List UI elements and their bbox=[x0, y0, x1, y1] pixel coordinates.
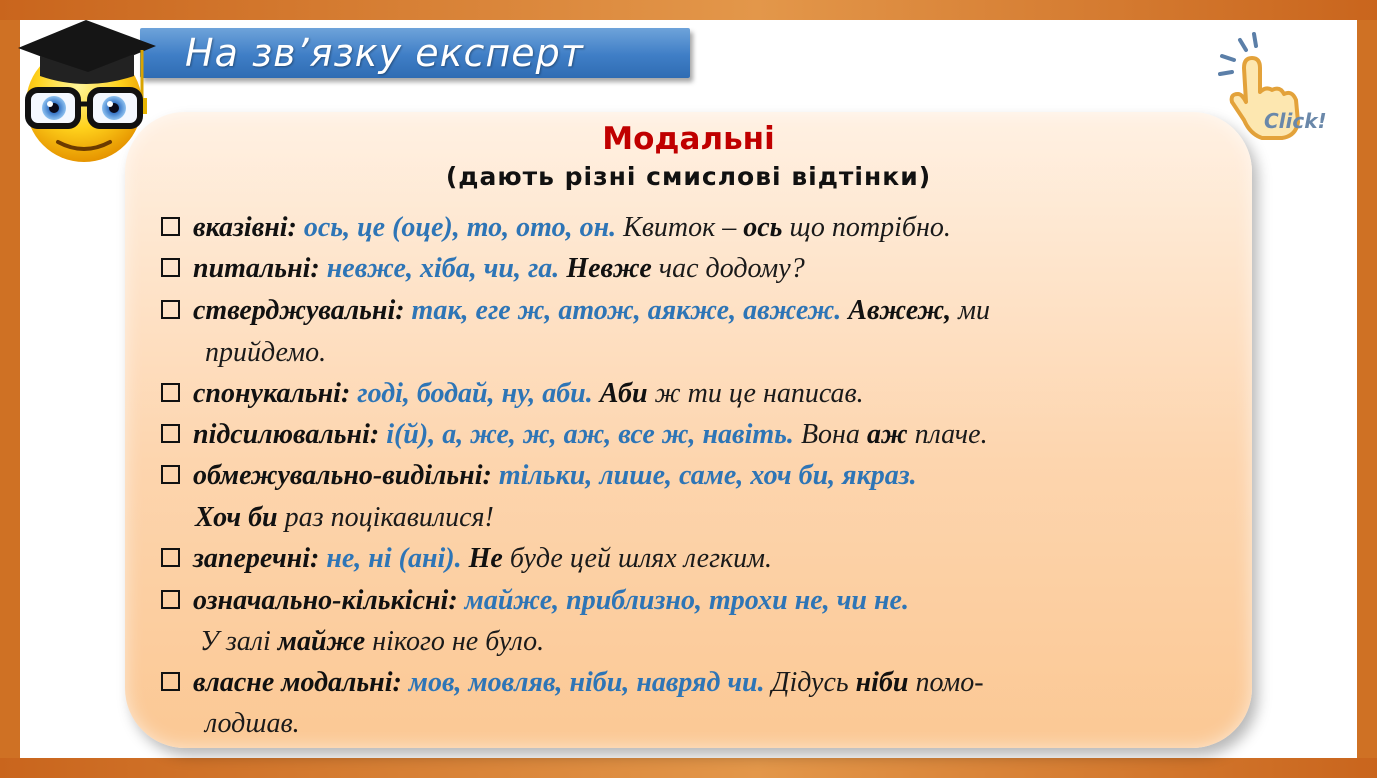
checkbox-bullet-icon bbox=[161, 465, 180, 484]
item-sentence: нікого не було. bbox=[365, 626, 545, 657]
item-continuation bbox=[200, 621, 1250, 663]
list-item-stverdzhuvalni bbox=[161, 290, 1221, 332]
item-term: власне модальні: bbox=[193, 667, 402, 698]
item-sentence: що потрібно. bbox=[782, 212, 951, 243]
item-term: обмежувально-видільні: bbox=[193, 460, 492, 491]
item-term: стверджувальні: bbox=[193, 295, 405, 326]
checkbox-bullet-icon bbox=[161, 383, 180, 402]
item-sentence: плаче. bbox=[907, 419, 988, 450]
item-term: підсилювальні: bbox=[193, 419, 380, 450]
checkbox-bullet-icon bbox=[161, 672, 180, 691]
banner-title: На зв’язку експерт bbox=[185, 31, 584, 75]
list-item-vlasne-modalni bbox=[161, 662, 1221, 704]
checkbox-bullet-icon bbox=[161, 548, 180, 567]
item-continuation bbox=[195, 497, 1245, 539]
item-continuation: лодшав. bbox=[205, 708, 300, 739]
item-examples: ось, це (оце), то, ото, он. bbox=[303, 212, 617, 243]
item-sentence: буде цей шлях легким. bbox=[502, 543, 772, 574]
list-item-oznachalni bbox=[161, 580, 1221, 622]
slide-frame-bottom bbox=[0, 758, 1377, 778]
checkbox-bullet-icon bbox=[161, 300, 180, 319]
item-sentence-emphasis: Невже bbox=[566, 253, 652, 284]
item-sentence: раз поцікавилися! bbox=[277, 502, 494, 533]
item-term: заперечні: bbox=[193, 543, 320, 574]
item-sentence-emphasis: аж bbox=[866, 419, 908, 450]
item-term: питальні: bbox=[193, 253, 320, 284]
click-label: Click! bbox=[1264, 109, 1327, 133]
item-sentence-emphasis: Аби bbox=[599, 378, 648, 409]
checkbox-bullet-icon bbox=[161, 258, 180, 277]
item-sentence-emphasis: ніби bbox=[855, 667, 909, 698]
item-examples: майже, приблизно, трохи не, чи не. bbox=[464, 585, 909, 616]
item-examples: невже, хіба, чи, га. bbox=[326, 253, 560, 284]
card-subtitle: (дають різні смислові відтінки) bbox=[445, 162, 932, 191]
list-item-pidsyliuvalni bbox=[161, 414, 1221, 456]
item-sentence: Дідусь bbox=[771, 667, 856, 698]
slide-frame-top bbox=[0, 0, 1377, 20]
item-sentence: Квиток – bbox=[623, 212, 744, 243]
item-examples: мов, мовляв, ніби, навряд чи. bbox=[408, 667, 765, 698]
item-examples: тільки, лише, саме, хоч би, якраз. bbox=[498, 460, 917, 491]
card-title: Модальні bbox=[602, 121, 775, 157]
list-item-vkazivni bbox=[161, 207, 1221, 249]
item-examples: годі, бодай, ну, аби. bbox=[357, 378, 593, 409]
item-sentence: У залі bbox=[200, 626, 278, 657]
item-sentence: ж ти це написав. bbox=[647, 378, 864, 409]
item-sentence: Вона bbox=[800, 419, 867, 450]
list-item-pytalni bbox=[161, 248, 1221, 290]
item-term: означально-кількісні: bbox=[193, 585, 458, 616]
checkbox-bullet-icon bbox=[161, 424, 180, 443]
item-term: вказівні: bbox=[193, 212, 297, 243]
title-banner bbox=[140, 28, 690, 78]
list-item-zaperechni bbox=[161, 538, 1221, 580]
item-examples: так, еге ж, атож, аякже, авжеж. bbox=[411, 295, 842, 326]
list-item-sponukalni bbox=[161, 373, 1221, 415]
checkbox-bullet-icon bbox=[161, 590, 180, 609]
list-item-obmezhuvalni bbox=[161, 455, 1221, 497]
item-examples: і(й), а, же, ж, аж, все ж, навіть. bbox=[386, 419, 794, 450]
item-sentence-emphasis: Не bbox=[468, 543, 503, 574]
item-sentence-emphasis: Авжеж, bbox=[848, 295, 952, 326]
checkbox-bullet-icon bbox=[161, 217, 180, 236]
item-sentence-emphasis: майже bbox=[277, 626, 366, 657]
item-continuation: прийдемо. bbox=[205, 337, 327, 368]
item-term: спонукальні: bbox=[193, 378, 351, 409]
item-sentence-emphasis: Хоч би bbox=[195, 502, 278, 533]
modal-particles-card bbox=[125, 112, 1252, 748]
item-sentence-emphasis: ось bbox=[743, 212, 783, 243]
item-sentence: ми bbox=[951, 295, 991, 326]
item-sentence: помо- bbox=[908, 667, 984, 698]
item-sentence: час додому? bbox=[651, 253, 805, 284]
item-examples: не, ні (ані). bbox=[326, 543, 462, 574]
